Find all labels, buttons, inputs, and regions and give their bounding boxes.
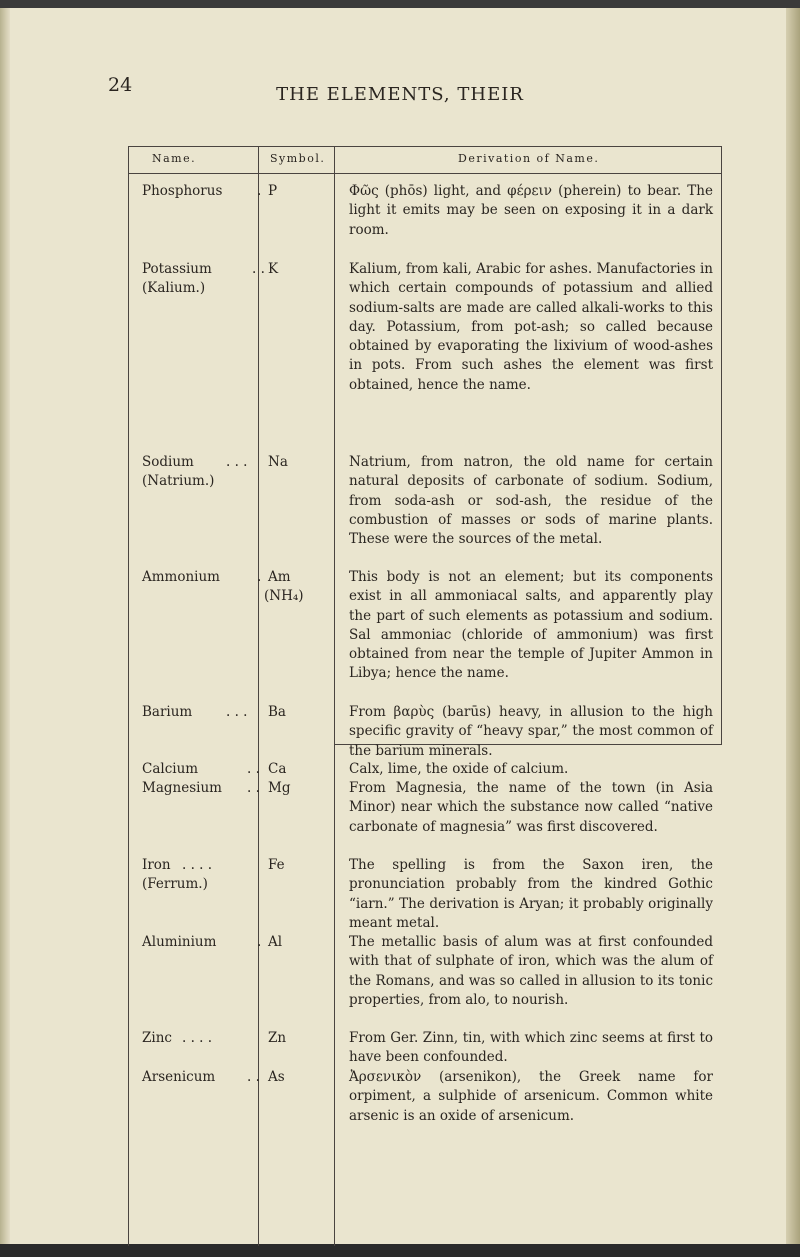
row-name-potassium: Potassium . . bbox=[142, 261, 265, 277]
row-note-iron: (Ferrum.) bbox=[142, 876, 208, 892]
table-top-border bbox=[128, 146, 722, 147]
row-symbol-barium: Ba bbox=[268, 704, 286, 720]
right-page-edge bbox=[786, 8, 800, 1244]
row-symbol-ammonium: Am bbox=[268, 569, 291, 585]
header-rule bbox=[128, 173, 722, 174]
row-name-calcium: Calcium . . bbox=[142, 761, 260, 777]
row-symbol-magnesium: Mg bbox=[268, 780, 291, 796]
row-symbol-zinc: Zn bbox=[268, 1030, 287, 1046]
row-name-phosphorus: Phosphorus . bbox=[142, 183, 262, 199]
row-name-aluminium: Aluminium . bbox=[142, 934, 262, 950]
row-name-iron: Iron . . . . bbox=[142, 857, 213, 873]
row-derivation-barium: From βαρὺς (barūs) heavy, in allusion to the high specific gravity of “heavy spar,” the most common of the barium minerals. bbox=[349, 704, 713, 759]
row-derivation-ammonium: This body is not an element; but its components exist in all ammoniacal salts, and apparently play the part of such elements as potassium and sodium. Sal ammoniac (chloride of ammonium) was first obtained from near the temple of Jupiter Ammon in Libya; hence the name. bbox=[349, 569, 713, 682]
row-note-potassium: (Kalium.) bbox=[142, 280, 206, 296]
row-derivation-potassium: Kalium, from kali, Arabic for ashes. Manufactories in which certain compounds of potassium and allied sodium-salts are made are called alkali-works to this day. Potassium, from pot-ash; so called because obtained by evaporating the lixivium of wood-ashes in pots. From such ashes the element was first obtained, hence the name. bbox=[349, 261, 713, 393]
row-derivation-calcium: Calx, lime, the oxide of calcium. bbox=[349, 761, 569, 777]
row-derivation-aluminium: The metallic basis of alum was at first confounded with that of sulphate of iron, which was the alum of the Romans, and was so called in allusion to its tonic properties, from alo, to nourish. bbox=[349, 934, 713, 1008]
row-symbol-iron: Fe bbox=[268, 857, 285, 873]
top-page-edge bbox=[0, 0, 800, 8]
header-derivation: Derivation of Name. bbox=[458, 152, 600, 165]
row-symbol-calcium: Ca bbox=[268, 761, 287, 777]
left-binding-edge bbox=[0, 8, 10, 1244]
row-derivation-arsenicum: Ἀρσενικὸν (arsenikon), the Greek name for orpiment, a sulphide of arsenicum. Common white arsenic is an oxide of arsenicum. bbox=[349, 1069, 713, 1124]
row-derivation-magnesium: From Magnesia, the name of the town (in Asia Minor) near which the substance now called “native carbonate of magnesia” was first discovered. bbox=[349, 780, 713, 835]
row-note-sodium: (Natrium.) bbox=[142, 473, 215, 489]
row-symbol-potassium: K bbox=[268, 261, 279, 277]
row-symbol-aluminium: Al bbox=[268, 934, 283, 950]
header-name: Name. bbox=[152, 152, 197, 165]
row-derivation-sodium: Natrium, from natron, the old name for certain natural deposits of carbonate of sodium. Sodium, from soda-ash or sod-ash, the residue of the combustion of masses or sods of marine plants. These were the sources of the metal. bbox=[349, 454, 713, 548]
table-column-divider bbox=[334, 146, 335, 1246]
row-derivation-iron: The spelling is from the Saxon iren, the pronunciation probably from the kindred Gothic “iarn.” The derivation is Aryan; it probably originally meant metal. bbox=[349, 857, 713, 931]
row-name-ammonium: Ammonium . bbox=[142, 569, 262, 585]
row-derivation-phosphorus: Φῶς (phōs) light, and φέρειν (pherein) to bear. The light it emits may be seen on exposing it in a dark room. bbox=[349, 183, 713, 238]
table-left-border bbox=[128, 146, 129, 1246]
row-name-sodium: Sodium . . . bbox=[142, 454, 248, 470]
row-formula-ammonium: (NH₄) bbox=[264, 588, 304, 604]
row-symbol-arsenicum: As bbox=[268, 1069, 285, 1085]
page-number: 24 bbox=[108, 74, 133, 96]
row-name-barium: Barium . . . bbox=[142, 704, 248, 720]
header-symbol: Symbol. bbox=[270, 152, 326, 165]
row-name-zinc: Zinc . . . . bbox=[142, 1030, 213, 1046]
row-symbol-sodium: Na bbox=[268, 454, 288, 470]
row-symbol-phosphorus: P bbox=[268, 183, 278, 199]
table-right-border bbox=[721, 146, 722, 745]
row-derivation-zinc: From Ger. Zinn, tin, with which zinc seems at first to have been confounded. bbox=[349, 1030, 713, 1066]
row-name-arsenicum: Arsenicum . . bbox=[142, 1069, 260, 1085]
running-head: THE ELEMENTS, THEIR bbox=[276, 84, 524, 105]
row-name-magnesium: Magnesium . . bbox=[142, 780, 260, 796]
